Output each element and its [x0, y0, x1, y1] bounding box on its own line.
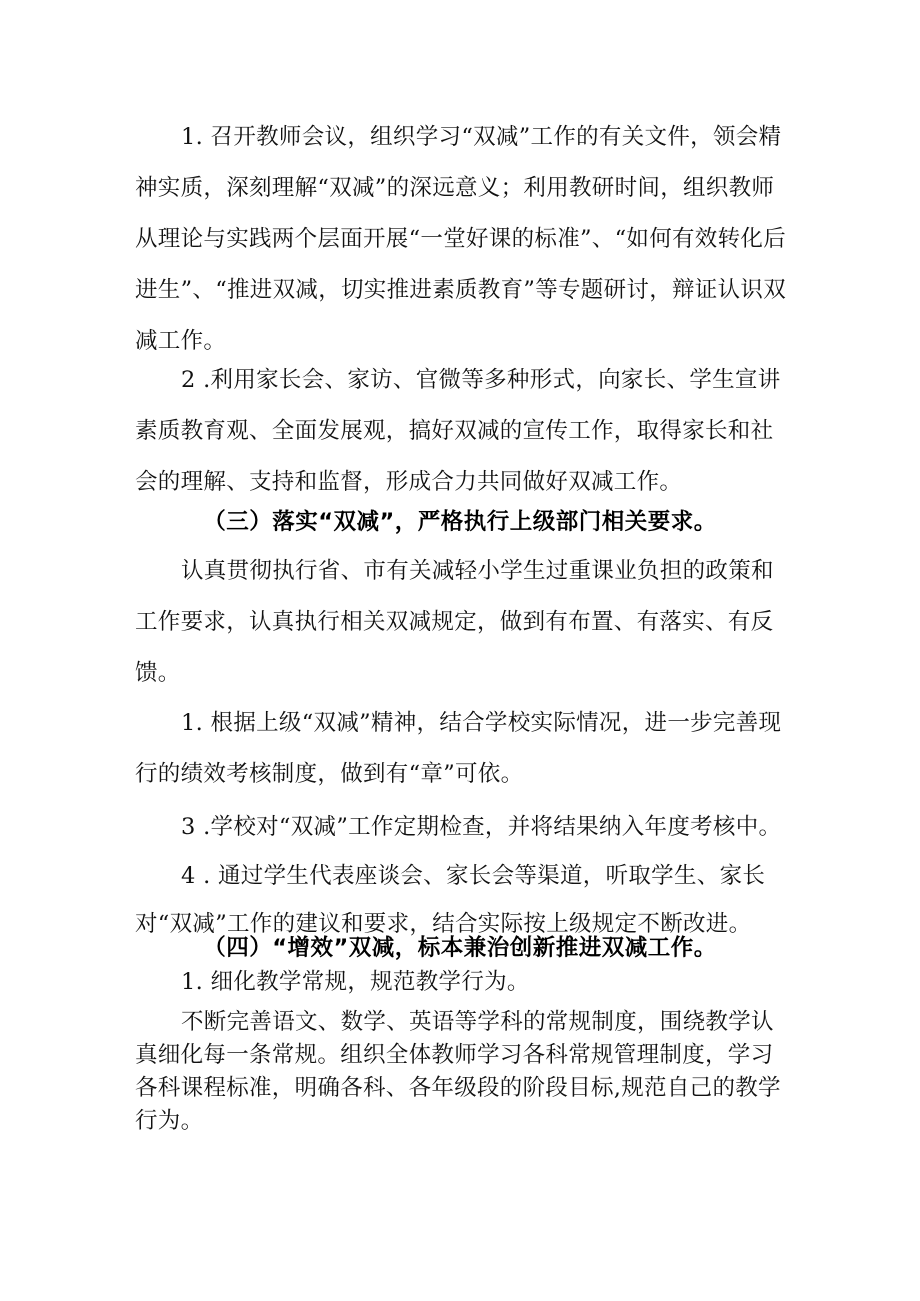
- paragraph-routine-title: 1. 细化教学常规，规范教学行为。: [181, 969, 530, 995]
- paragraph-meeting: 1. 召开教师会议，组织学习“双减”工作的有关文件，领会精神实质，深刻理解“双减”的深远意义；利用教研时间，组织教师从理论与实践两个层面开展“一堂好课的标准”、“如何有效转化后进生”、“推进双减，切实推进素质教育”等专题研讨，辩证认识双减工作。: [135, 124, 787, 354]
- paragraph-feedback: 4 . 通过学生代表座谈会、家长会等渠道，听取学生、家长对“双减”工作的建议和要求，结合实际按上级规定不断改进。: [135, 863, 766, 937]
- paragraph-assessment: 1. 根据上级“双减”精神，结合学校实际情况，进一步完善现行的绩效考核制度，做到有“章”可依。: [135, 710, 782, 787]
- paragraph-inspection: 3 .学校对“双减”工作定期检查，并将结果纳入年度考核中。: [181, 814, 782, 840]
- paragraph-routine-body: 不断完善语文、数学、英语等学科的常规制度，围绕教学认真细化每一条常规。组织全体教师学习各科常规管理制度，学习各科课程标准，明确各科、各年级段的阶段目标,规范自己的教学行为。: [135, 1009, 781, 1134]
- paragraph-policy: 认真贯彻执行省、市有关减轻小学生过重课业负担的政策和工作要求，认真执行相关双减规定，做到有布置、有落实、有反馈。: [135, 558, 774, 686]
- section-heading-3: （三）落实“双减”，严格执行上级部门相关要求。: [203, 509, 717, 535]
- paragraph-parents: 2 .利用家长会、家访、官微等多种形式，向家长、学生宣讲素质教育观、全面发展观，搞好双减的宣传工作，取得家长和社会的理解、支持和监督，形成合力共同做好双减工作。: [135, 367, 781, 495]
- section-heading-4: （四）“增效”双减，标本兼治创新推进双减工作。: [203, 935, 717, 961]
